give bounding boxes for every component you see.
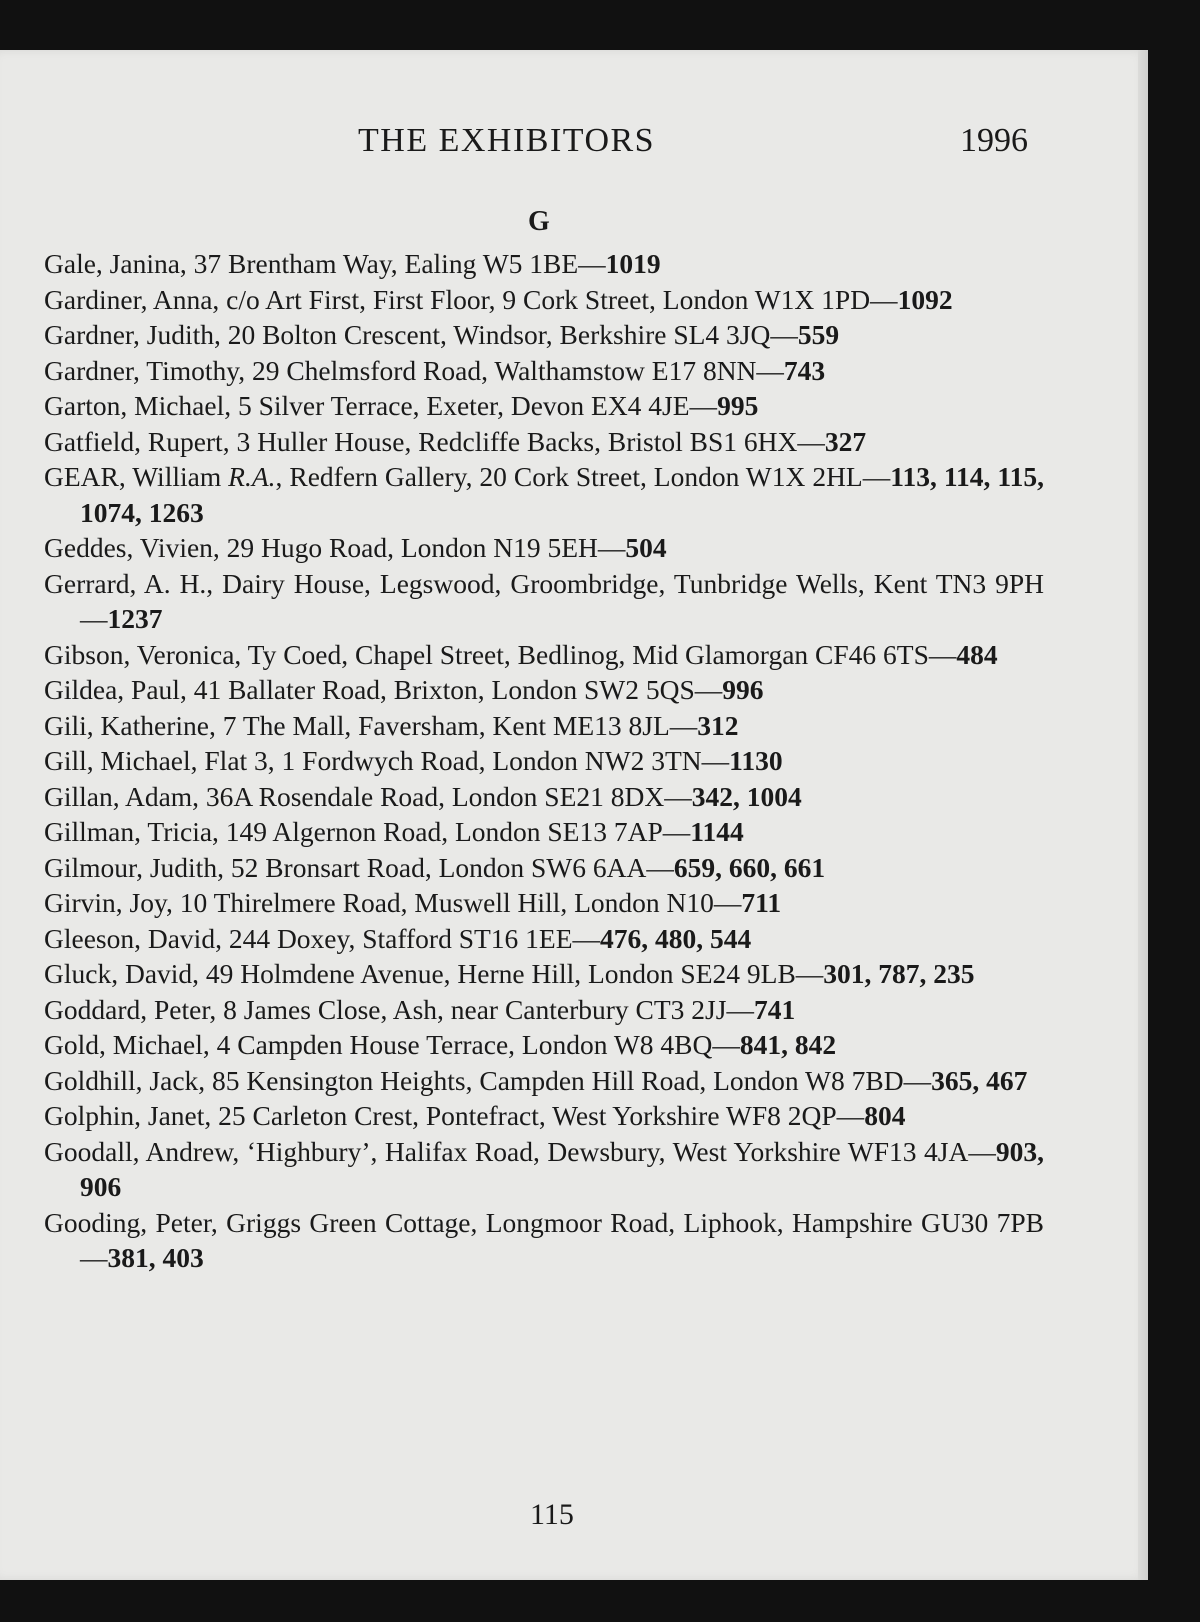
exhibitor-list: [44, 246, 1044, 1276]
list-item: [44, 743, 1044, 779]
entry-text: Gardner, Judith, 20 Bolton Crescent, Windsor, Berkshire SL4 3JQ—: [44, 319, 798, 350]
list-item: [44, 637, 1044, 673]
catalogue-numbers: 559: [797, 319, 840, 350]
entry-text: Gardner, Timothy, 29 Chelmsford Road, Walthamstow E17 8NN—: [44, 354, 784, 386]
catalogue-numbers: 711: [741, 887, 782, 918]
entry-text: Gluck, David, 49 Holmdene Avenue, Herne Hill, London SE24 9LB—: [44, 958, 824, 989]
list-item: [44, 992, 1044, 1028]
entry-text: Gilmour, Judith, 52 Bronsart Road, London SW6 6AA—: [44, 851, 674, 883]
list-item: [44, 814, 1044, 850]
entry-text: Gardiner, Anna, c/o Art First, First Floor, 9 Cork Street, London W1X 1PD—: [44, 283, 898, 315]
entry-text: Gili, Katherine, 7 The Mall, Faversham, Kent ME13 8JL—: [44, 709, 698, 741]
catalogue-numbers: 903, 906: [80, 1135, 1044, 1202]
catalogue-numbers: 995: [717, 390, 759, 421]
list-item: [44, 388, 1044, 424]
list-item: [44, 850, 1044, 886]
list-item: [44, 779, 1044, 815]
entry-text: Girvin, Joy, 10 Thirelmere Road, Muswell Hill, London N10—: [44, 887, 742, 918]
list-item: [44, 956, 1044, 992]
catalogue-numbers: 1144: [690, 816, 744, 847]
entry-text: GEAR, William: [44, 461, 229, 492]
list-item: [44, 246, 1044, 282]
catalogue-numbers: 1092: [897, 283, 953, 315]
catalogue-numbers: 504: [625, 532, 667, 563]
catalogue-numbers: 365, 467: [931, 1064, 1028, 1096]
catalogue-numbers: 1130: [729, 745, 783, 776]
list-item: [44, 424, 1044, 460]
catalogue-numbers: 804: [864, 1100, 906, 1131]
list-item: [44, 921, 1044, 957]
catalogue-numbers: 113, 114, 115, 1074, 1263: [80, 461, 1044, 528]
entry-text: Gold, Michael, 4 Campden House Terrace, London W8 4BQ—: [44, 1029, 740, 1060]
entry-text: Gale, Janina, 37 Brentham Way, Ealing W5 1BE—: [44, 248, 606, 279]
entry-text: Gatfield, Rupert, 3 Huller House, Redcliffe Backs, Bristol BS1 6HX—: [44, 425, 825, 457]
book-page: [0, 50, 1148, 1580]
catalogue-numbers: 996: [722, 674, 764, 705]
list-item: [44, 672, 1044, 708]
section-letter: G: [528, 206, 550, 237]
list-item: [44, 1027, 1044, 1063]
academy-qualifier: R.A.: [228, 461, 276, 492]
entry-text: Gooding, Peter, Griggs Green Cottage, Longmoor Road, Liphook, Hampshire GU30 7PB—: [44, 1206, 1044, 1273]
entry-text-continued: , Redfern Gallery, 20 Cork Street, London W1X 2HL—: [275, 461, 891, 492]
list-item: [44, 1063, 1044, 1099]
list-item: [44, 459, 1044, 530]
list-item: [44, 1098, 1044, 1134]
entry-text: Gillman, Tricia, 149 Algernon Road, London SE13 7AP—: [44, 816, 691, 847]
catalogue-numbers: 312: [697, 709, 739, 741]
list-item: [44, 1205, 1044, 1276]
entry-text: Goldhill, Jack, 85 Kensington Heights, Campden Hill Road, London W8 7BD—: [44, 1064, 932, 1096]
catalogue-numbers: 342, 1004: [691, 780, 802, 812]
catalogue-numbers: 741: [753, 993, 796, 1025]
list-item: [44, 566, 1044, 637]
header-title: THE EXHIBITORS: [358, 122, 656, 159]
catalogue-numbers: 743: [783, 354, 826, 386]
entry-text: Gill, Michael, Flat 3, 1 Fordwych Road, London NW2 3TN—: [44, 745, 730, 776]
entry-text: Gildea, Paul, 41 Ballater Road, Brixton, London SW2 5QS—: [44, 674, 723, 705]
catalogue-numbers: 381, 403: [107, 1242, 204, 1273]
entry-text: Golphin, Janet, 25 Carleton Crest, Pontefract, West Yorkshire WF8 2QP—: [44, 1100, 865, 1131]
page-number: 115: [530, 1498, 574, 1531]
entry-text: Geddes, Vivien, 29 Hugo Road, London N19 5EH—: [44, 532, 626, 563]
list-item: [44, 282, 1044, 318]
list-item: [44, 353, 1044, 389]
header-year: 1996: [960, 122, 1028, 159]
catalogue-numbers: 841, 842: [739, 1029, 837, 1060]
entry-text: Gillan, Adam, 36A Rosendale Road, London SE21 8DX—: [44, 780, 692, 812]
catalogue-numbers: 327: [824, 425, 867, 457]
catalogue-numbers: 659, 660, 661: [673, 851, 826, 883]
entry-text: Gibson, Veronica, Ty Coed, Chapel Street, Bedlinog, Mid Glamorgan CF46 6TS—: [44, 638, 957, 670]
catalogue-numbers: 1019: [605, 248, 661, 279]
list-item: [44, 708, 1044, 744]
entry-text: Gerrard, A. H., Dairy House, Legswood, Groombridge, Tunbridge Wells, Kent TN3 9PH—: [44, 567, 1044, 634]
list-item: [44, 530, 1044, 566]
catalogue-numbers: 301, 787, 235: [823, 958, 975, 989]
list-item: [44, 317, 1044, 353]
list-item: [44, 885, 1044, 921]
entry-text: Garton, Michael, 5 Silver Terrace, Exeter, Devon EX4 4JE—: [44, 390, 718, 421]
catalogue-numbers: 1237: [107, 603, 163, 634]
list-item: [44, 1134, 1044, 1205]
page-edge: [1138, 50, 1148, 1580]
entry-text: Goddard, Peter, 8 James Close, Ash, near Canterbury CT3 2JJ—: [44, 993, 754, 1025]
catalogue-numbers: 484: [956, 638, 998, 670]
entry-text: Gleeson, David, 244 Doxey, Stafford ST16 1EE—: [44, 922, 601, 954]
catalogue-numbers: 476, 480, 544: [600, 922, 752, 954]
entry-text: Goodall, Andrew, ‘Highbury’, Halifax Road, Dewsbury, West Yorkshire WF13 4JA—: [44, 1135, 996, 1167]
